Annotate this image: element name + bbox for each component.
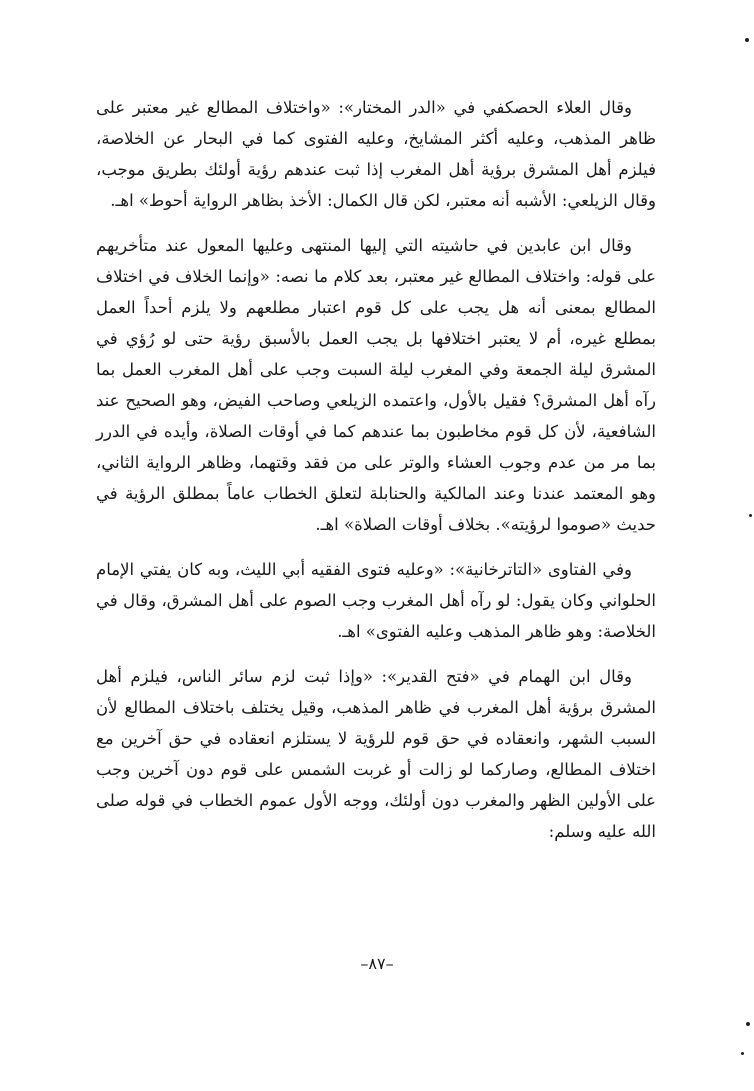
paragraph-tatarkhaniyya: وفي الفتاوى «التاترخانية»: «وعليه فتوى الفقيه أبي الليث، وبه كان يفتي الإمام الحلواني وكان يقول: لو رآه أهل المغرب وجب الصوم على أهل المشرق، وقال في الخلاصة: وهو ظاهر المذهب وعليه الفتوى» اهـ. [96,560,656,641]
body-text [96,92,656,861]
scan-speck [746,1022,750,1026]
scan-speck [741,1052,744,1055]
paragraph-haskafi: وقال العلاء الحصكفي في «الدر المختار»: «واختلاف المطالع غير معتبر على ظاهر المذهب، وعليه أكثر المشايخ، وعليه الفتوى كما في البحار عن الخلاصة، فيلزم أهل المشرق برؤية أهل المغرب إذا ثبت عندهم رؤية أولئك بطريق موجب، وقال الزيلعي: الأشبه أنه معتبر، لكن قال الكمال: الأخذ بظاهر الرواية أحوط» اهـ. [96,98,656,210]
scan-speck [749,514,752,517]
page-number: –٨٧– [360,954,394,973]
scan-speck [745,38,749,42]
paragraph-ibn-abidin: وقال ابن عابدين في حاشيته التي إليها المنتهى وعليها المعول عند متأخريهم على قوله: واختلاف المطالع غير معتبر، بعد كلام ما نصه: «وإنما الخلاف في اختلاف المطالع بمعنى أنه هل يجب على كل قوم اعتبار مطلعهم ولا يلزم أحداً العمل بمطلع غيره، أم لا يعتبر اختلافها بل يجب العمل بالأسبق رؤية حتى لو رُؤي في المشرق ليلة الجمعة وفي المغرب ليلة السبت وجب على أهل المغرب العمل بما رآه أهل المشرق؟ فقيل بالأول، واعتمده الزيلعي وصاحب الفيض، وهو الصحيح عند الشافعية، لأن كل قوم مخاطبون بما عندهم كما في أوقات الصلاة، وأيده في الدرر بما مر من عدم وجوب العشاء والوتر على من فقد وقتهما، وظاهر الرواية الثاني، وهو المعتمد عندنا وعند المالكية والحنابلة لتعلق الخطاب عاماً بمطلق الرؤية في حديث «صوموا لرؤيته». بخلاف أوقات الصلاة» اهـ. [96,236,656,534]
paragraph-ibn-humam: وقال ابن الهمام في «فتح القدير»: «وإذا ثبت لزم سائر الناس، فيلزم أهل المشرق برؤية أهل المغرب في ظاهر المذهب، وقيل يختلف باختلاف المطالع لأن السبب الشهر، وانعقاده في حق قوم للرؤية لا يستلزم انعقاده في حق آخرين مع اختلاف المطالع، وصاركما لو زالت أو غربت الشمس على قوم دون آخرين وجب على الأولين الظهر والمغرب دون أولئك، ووجه الأول عموم الخطاب في قوله صلى الله عليه وسلم: [96,667,656,841]
